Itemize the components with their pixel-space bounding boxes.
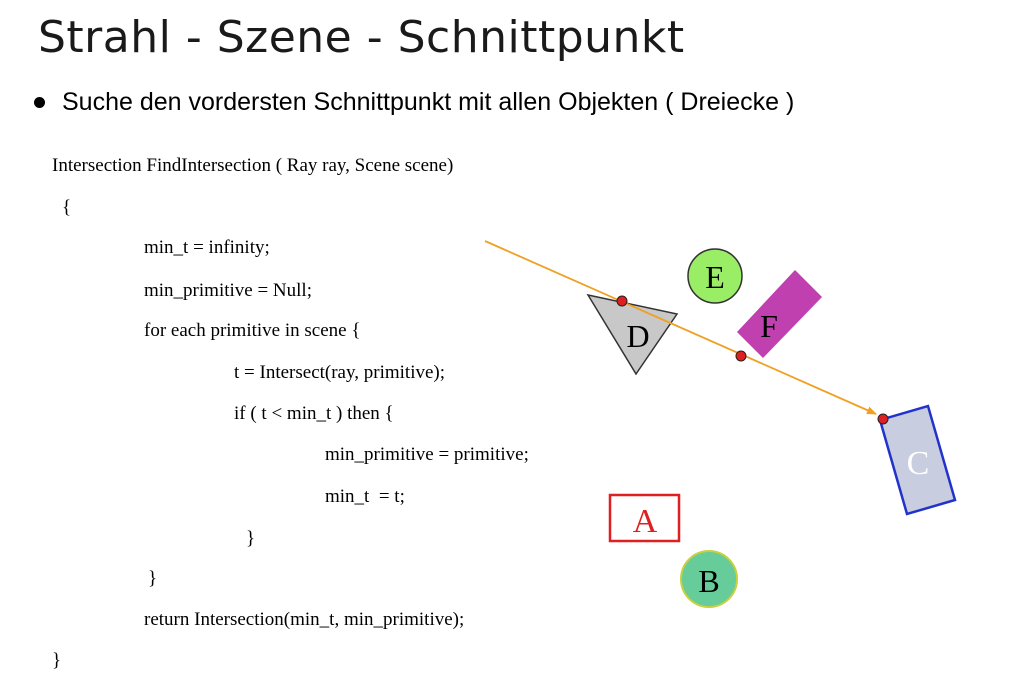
label-c: C xyxy=(906,445,930,482)
code-line: t = Intersect(ray, primitive); xyxy=(234,362,446,383)
code-line: min_t = infinity; xyxy=(144,237,270,258)
bullet-text: Suche den vordersten Schnittpunkt mit allen Objekten ( Dreiecke ) xyxy=(62,88,795,116)
code-line: for each primitive in scene { xyxy=(144,320,361,341)
slide-title: Strahl - Szene - Schnittpunkt xyxy=(38,12,685,63)
rect-f xyxy=(737,270,822,358)
code-line: return Intersection(min_t, min_primitive); xyxy=(144,609,465,630)
code-line: min_primitive = primitive; xyxy=(325,444,529,465)
hit-point-f xyxy=(736,351,746,361)
code-line: } xyxy=(52,650,62,671)
code-line: min_primitive = Null; xyxy=(144,280,312,301)
label-a: A xyxy=(632,503,658,540)
code-line: if ( t < min_t ) then { xyxy=(234,403,394,424)
label-f: F xyxy=(760,308,778,344)
label-e: E xyxy=(705,259,725,295)
ray-line xyxy=(485,241,876,414)
code-line: } xyxy=(148,568,158,589)
label-b: B xyxy=(698,563,720,599)
code-line: } xyxy=(246,528,256,549)
label-d: D xyxy=(626,318,650,354)
code-line: Intersection FindIntersection ( Ray ray, Scene scene) xyxy=(52,155,454,176)
code-line: min_t = t; xyxy=(325,486,405,507)
hit-point-c xyxy=(878,414,888,424)
hit-point-d xyxy=(617,296,627,306)
code-line: { xyxy=(62,197,72,218)
